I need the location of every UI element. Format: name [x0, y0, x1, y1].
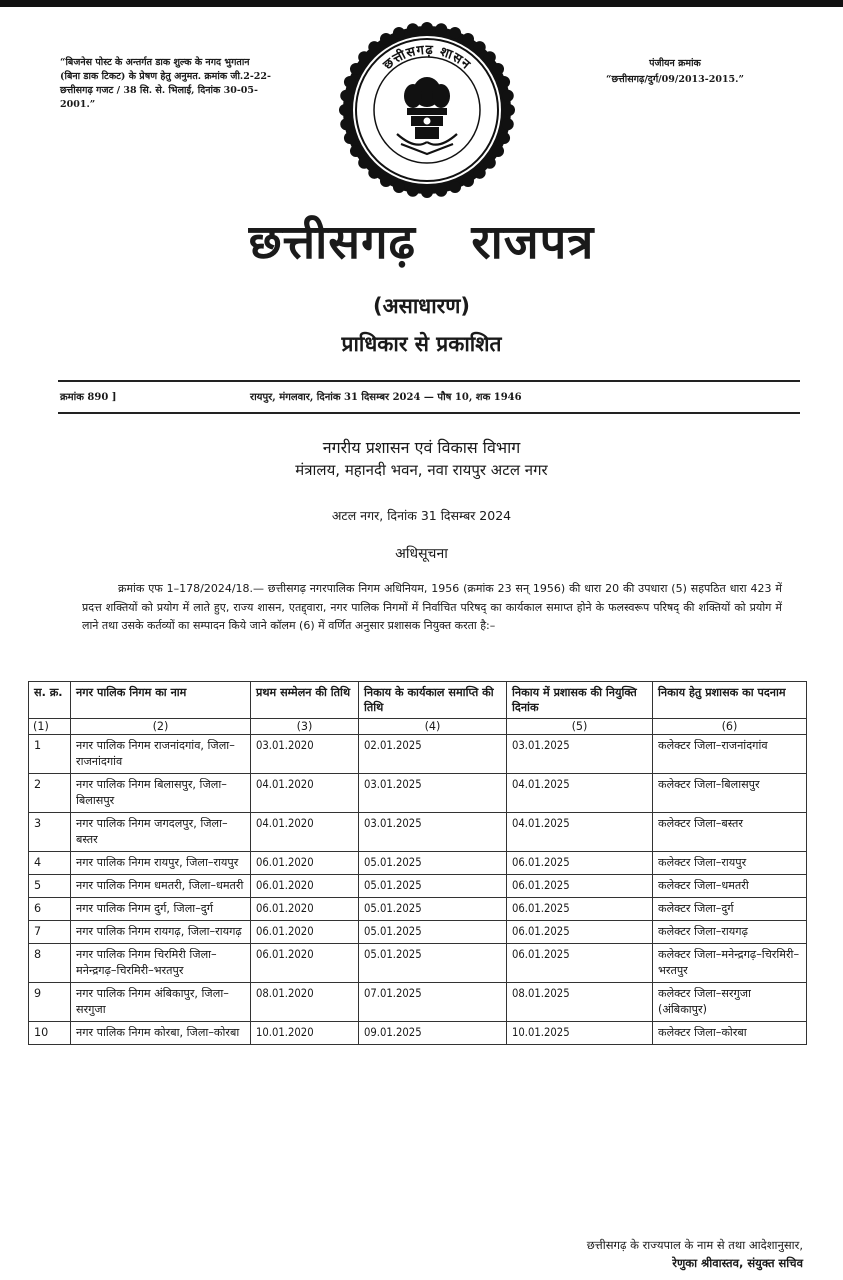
notice-body: क्रमांक एफ 1–178/2024/18.— छत्तीसगढ़ नगरपालिक निगम अधिनियम, 1956 (क्रमांक 23 सन् 1956) की धारा 20 की उपधारा (5) सहपठित धारा 423 में प्रदत्त शक्तियों को प्रयोग में लाते हुए, राज्य शासन, एतद्द्वारा, नगर पालिक निगमों में निर्वाचित परिषद् का कार्यकाल समाप्त होने के फलस्वरूप परिषद् की शक्तियों को प्रयोग में लाने तथा उसके कर्तव्यों का सम्पादन किये जाने कॉलम (6) में वर्णित अनुसार प्रशासक नियुक्त करता है:–	[82, 582, 782, 632]
designation-cell: कलेक्टर जिला–राजनांदगांव	[653, 735, 807, 774]
header-serial: स. क्र.	[29, 682, 71, 719]
first-meeting-date-cell: 03.01.2020	[251, 735, 359, 774]
designation-cell: कलेक्टर जिला–दुर्ग	[653, 898, 807, 921]
designation-cell: कलेक्टर जिला–मनेन्द्रगढ़–चिरमिरी–भरतपुर	[653, 944, 807, 983]
term-end-date-cell: 05.01.2025	[359, 898, 507, 921]
serial-cell: 1	[29, 735, 71, 774]
term-end-date-cell: 09.01.2025	[359, 1022, 507, 1045]
appointment-date-cell: 06.01.2025	[507, 898, 653, 921]
serial-cell: 6	[29, 898, 71, 921]
table-row	[29, 983, 807, 1022]
designation-cell: कलेक्टर जिला–बिलासपुर	[653, 774, 807, 813]
designation-cell: कलेक्टर जिला–सरगुजा (अंबिकापुर)	[653, 983, 807, 1022]
serial-cell: 9	[29, 983, 71, 1022]
appointment-date-cell: 06.01.2025	[507, 875, 653, 898]
header-corporation-name: नगर पालिक निगम का नाम	[71, 682, 251, 719]
serial-cell: 7	[29, 921, 71, 944]
term-end-date-cell: 05.01.2025	[359, 852, 507, 875]
issue-number: क्रमांक 890 ]	[60, 392, 117, 403]
table-row	[29, 774, 807, 813]
serial-cell: 10	[29, 1022, 71, 1045]
appointment-date-cell: 10.01.2025	[507, 1022, 653, 1045]
department-address: मंत्रालय, महानदी भवन, नवा रायपुर अटल नगर	[295, 461, 548, 479]
gazette-title: छत्तीसगढ़ राजपत्र	[248, 215, 595, 270]
appointment-date-cell: 04.01.2025	[507, 774, 653, 813]
term-end-date-cell: 05.01.2025	[359, 921, 507, 944]
signature-authority-line: छत्तीसगढ़ के राज्यपाल के नाम से तथा आदेशानुसार,	[586, 1238, 803, 1252]
gazette-subtitle: (असाधारण)	[373, 294, 470, 318]
designation-cell: कलेक्टर जिला–बस्तर	[653, 813, 807, 852]
emblem-icon	[335, 22, 519, 198]
first-meeting-date-cell: 08.01.2020	[251, 983, 359, 1022]
corporation-name-cell: नगर पालिक निगम चिरमिरी जिला–मनेन्द्रगढ़–चिरमिरी–भरतपुर	[71, 944, 251, 983]
designation-cell: कलेक्टर जिला–रायपुर	[653, 852, 807, 875]
column-number: (3)	[251, 719, 359, 735]
serial-cell: 8	[29, 944, 71, 983]
postal-permission-note: “बिजनेस पोस्ट के अन्तर्गत डाक शुल्क के नगद भुगतान (बिना डाक टिकट) के प्रेषण हेतु अनुमत. क्रमांक जी.2-22-छत्तीसगढ़ गजट / 38 सि. से. भिलाई, दिनांक 30-05-2001.”	[60, 57, 271, 110]
column-number: (5)	[507, 719, 653, 735]
term-end-date-cell: 05.01.2025	[359, 875, 507, 898]
first-meeting-date-cell: 06.01.2020	[251, 921, 359, 944]
appointment-date-cell: 04.01.2025	[507, 813, 653, 852]
table-row	[29, 944, 807, 983]
emblem-text: छत्तीसगढ़ शासन	[380, 42, 474, 73]
column-number: (6)	[653, 719, 807, 735]
appointment-date-cell: 08.01.2025	[507, 983, 653, 1022]
top-border	[0, 0, 843, 7]
corporation-name-cell: नगर पालिक निगम रायगढ़, जिला–रायगढ़	[71, 921, 251, 944]
term-end-date-cell: 02.01.2025	[359, 735, 507, 774]
signatory-name: रेणुका श्रीवास्तव, संयुक्त सचिव	[672, 1256, 803, 1270]
registration-number: “छत्तीसगढ़/दुर्ग/09/2013-2015.”	[606, 74, 744, 85]
appointment-date-cell: 06.01.2025	[507, 852, 653, 875]
first-meeting-date-cell: 04.01.2020	[251, 774, 359, 813]
corporation-name-cell: नगर पालिक निगम अंबिकापुर, जिला–सरगुजा	[71, 983, 251, 1022]
table-row	[29, 921, 807, 944]
term-end-date-cell: 03.01.2025	[359, 774, 507, 813]
corporation-name-cell: नगर पालिक निगम राजनांदगांव, जिला–राजनांदगांव	[71, 735, 251, 774]
state-emblem-seal	[335, 22, 519, 198]
term-end-date-cell: 07.01.2025	[359, 983, 507, 1022]
appointment-date-cell: 06.01.2025	[507, 944, 653, 983]
department-name: नगरीय प्रशासन एवं विकास विभाग	[322, 438, 521, 457]
header-term-end-date: निकाय के कार्यकाल समाप्ति की तिथि	[359, 682, 507, 719]
header-first-meeting-date: प्रथम सम्मेलन की तिथि	[251, 682, 359, 719]
serial-cell: 4	[29, 852, 71, 875]
first-meeting-date-cell: 06.01.2020	[251, 852, 359, 875]
corporation-name-cell: नगर पालिक निगम धमतरी, जिला–धमतरी	[71, 875, 251, 898]
corporation-name-cell: नगर पालिक निगम जगदलपुर, जिला–बस्तर	[71, 813, 251, 852]
notice-place-date: अटल नगर, दिनांक 31 दिसम्बर 2024	[331, 508, 512, 523]
authority-line: प्राधिकार से प्रकाशित	[341, 332, 502, 356]
header-rule-top	[58, 380, 800, 382]
column-number-row	[29, 719, 807, 735]
notice-heading: अधिसूचना	[395, 546, 448, 562]
serial-cell: 3	[29, 813, 71, 852]
column-number: (4)	[359, 719, 507, 735]
table-row	[29, 852, 807, 875]
designation-cell: कलेक्टर जिला–धमतरी	[653, 875, 807, 898]
first-meeting-date-cell: 10.01.2020	[251, 1022, 359, 1045]
column-number: (1)	[29, 719, 71, 735]
corporation-name-cell: नगर पालिक निगम बिलासपुर, जिला–बिलासपुर	[71, 774, 251, 813]
registration-block	[570, 56, 780, 88]
table-row	[29, 813, 807, 852]
header-rule-bottom	[58, 412, 800, 414]
term-end-date-cell: 05.01.2025	[359, 944, 507, 983]
table-header-row	[29, 682, 807, 719]
corporation-name-cell: नगर पालिक निगम कोरबा, जिला–कोरबा	[71, 1022, 251, 1045]
table-row	[29, 875, 807, 898]
corporation-name-cell: नगर पालिक निगम रायपुर, जिला–रायपुर	[71, 852, 251, 875]
table-row	[29, 1022, 807, 1045]
appointment-date-cell: 03.01.2025	[507, 735, 653, 774]
administrator-table	[28, 681, 807, 1045]
first-meeting-date-cell: 06.01.2020	[251, 944, 359, 983]
first-meeting-date-cell: 06.01.2020	[251, 875, 359, 898]
designation-cell: कलेक्टर जिला–रायगढ़	[653, 921, 807, 944]
serial-cell: 5	[29, 875, 71, 898]
designation-cell: कलेक्टर जिला–कोरबा	[653, 1022, 807, 1045]
table-row	[29, 735, 807, 774]
header-appointment-date: निकाय में प्रशासक की नियुक्ति दिनांक	[507, 682, 653, 719]
column-number: (2)	[71, 719, 251, 735]
table-row	[29, 898, 807, 921]
issue-date: रायपुर, मंगलवार, दिनांक 31 दिसम्बर 2024 — पौष 10, शक 1946	[250, 392, 522, 403]
serial-cell: 2	[29, 774, 71, 813]
first-meeting-date-cell: 06.01.2020	[251, 898, 359, 921]
first-meeting-date-cell: 04.01.2020	[251, 813, 359, 852]
header-administrator-designation: निकाय हेतु प्रशासक का पदनाम	[653, 682, 807, 719]
corporation-name-cell: नगर पालिक निगम दुर्ग, जिला–दुर्ग	[71, 898, 251, 921]
registration-label: पंजीयन क्रमांक	[649, 58, 701, 69]
appointment-date-cell: 06.01.2025	[507, 921, 653, 944]
term-end-date-cell: 03.01.2025	[359, 813, 507, 852]
